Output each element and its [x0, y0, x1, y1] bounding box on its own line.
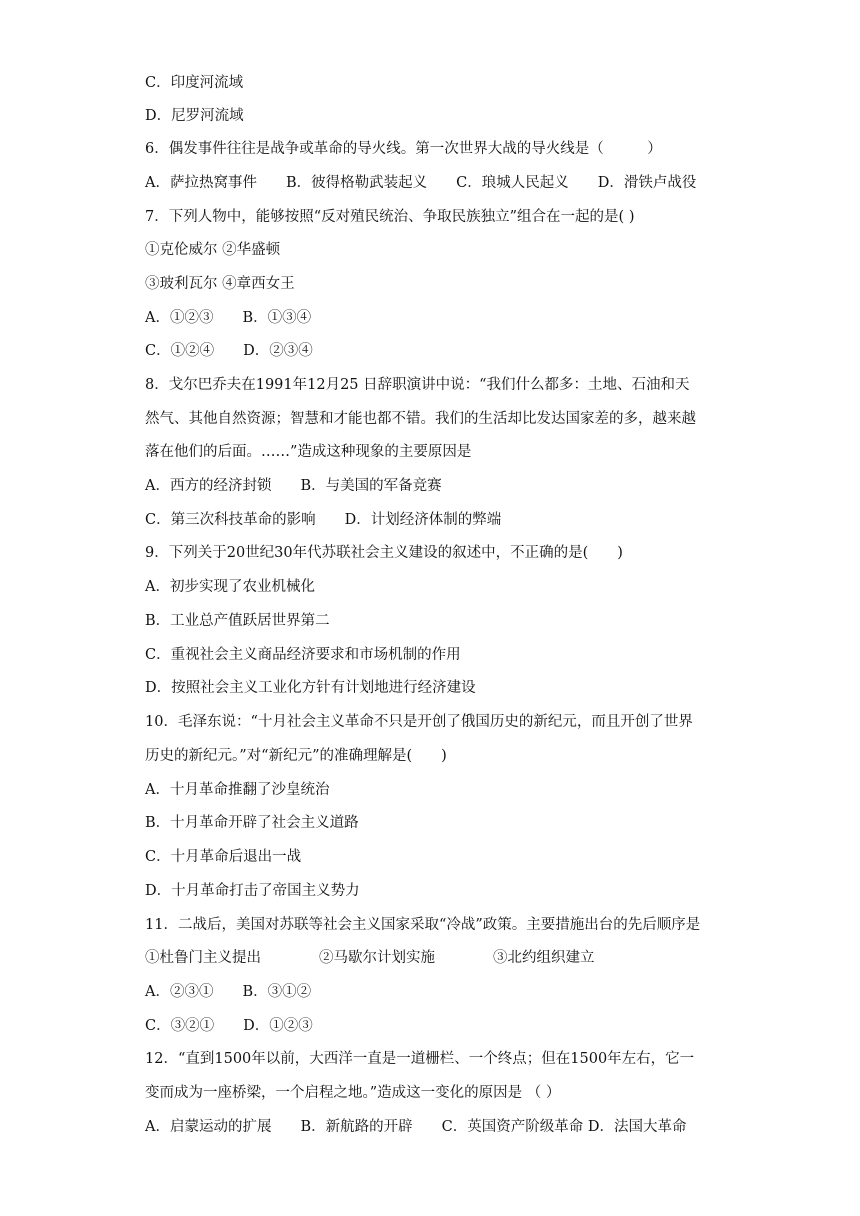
options-q7-ab: A．①②③ B．①③④ — [145, 310, 312, 326]
option-b-q9: B．工业总产值跃居世界第二 — [145, 613, 330, 629]
options-q12: A．启蒙运动的扩展 B．新航路的开辟 C．英国资产阶级革命 D．法国大革命 — [145, 1119, 687, 1135]
option-d-q5: D．尼罗河流域 — [145, 108, 244, 124]
option-c-q10: C．十月革命后退出一战 — [145, 849, 302, 865]
question-9: 9．下列关于20世纪30年代苏联社会主义建设的叙述中，不正确的是( ) — [145, 545, 623, 561]
question-12-line-2: 变而成为一座桥梁，一个启程之地。”造成这一变化的原因是 （ ） — [145, 1085, 561, 1101]
question-8-line-3: 落在他们的后面。……”造成这种现象的主要原因是 — [145, 444, 472, 460]
options-q8-cd: C．第三次科技革命的影响 D．计划经济体制的弊端 — [145, 512, 502, 528]
question-10-line-1: 10．毛泽东说：“十月社会主义革命不只是开创了俄国历史的新纪元，而且开创了世界 — [145, 714, 693, 730]
option-c-q5: C．印度河流域 — [145, 75, 244, 91]
question-7: 7．下列人物中，能够按照“反对殖民统治、争取民族独立”组合在一起的是( ) — [145, 209, 635, 225]
q11-items: ①杜鲁门主义提出 ②马歇尔计划实施 ③北约组织建立 — [145, 950, 595, 966]
question-6: 6．偶发事件往往是战争或革命的导火线。第一次世界大战的导火线是（ ） — [145, 141, 662, 157]
question-11: 11．二战后，美国对苏联等社会主义国家采取“冷战”政策。主要措施出台的先后顺序是 — [145, 917, 701, 933]
option-d-q9: D．按照社会主义工业化方针有计划地进行经济建设 — [145, 680, 476, 696]
question-8-line-2: 然气、其他自然资源；智慧和才能也都不错。我们的生活却比发达国家差的多，越来越 — [145, 411, 696, 427]
question-12-line-1: 12．“直到1500年以前，大西洋一直是一道栅栏、一个终点；但在1500年左右，它一 — [145, 1051, 695, 1067]
options-q11-cd: C．③②① D．①②③ — [145, 1018, 313, 1034]
option-a-q10: A．十月革命推翻了沙皇统治 — [145, 782, 330, 798]
options-q6: A．萨拉热窝事件 B．彼得格勒武装起义 C．琅城人民起义 D．滑铁卢战役 — [145, 175, 697, 191]
question-8-line-1: 8．戈尔巴乔夫在1991年12月25 日辞职演讲中说：“我们什么都多：土地、石油和天 — [145, 377, 690, 393]
q7-items-1: ①克伦威尔 ②华盛顿 — [145, 242, 281, 258]
question-10-line-2: 历史的新纪元。”对“新纪元”的准确理解是( ) — [145, 748, 447, 764]
options-q8-ab: A．西方的经济封锁 B．与美国的军备竞赛 — [145, 478, 442, 494]
options-q7-cd: C．①②④ D．②③④ — [145, 343, 313, 359]
option-d-q10: D．十月革命打击了帝国主义势力 — [145, 883, 360, 899]
option-b-q10: B．十月革命开辟了社会主义道路 — [145, 815, 359, 831]
options-q11-ab: A．②③① B．③①② — [145, 984, 312, 1000]
option-c-q9: C．重视社会主义商品经济要求和市场机制的作用 — [145, 647, 461, 663]
q7-items-2: ③玻利瓦尔 ④章西女王 — [145, 276, 295, 292]
option-a-q9: A．初步实现了农业机械化 — [145, 579, 315, 595]
